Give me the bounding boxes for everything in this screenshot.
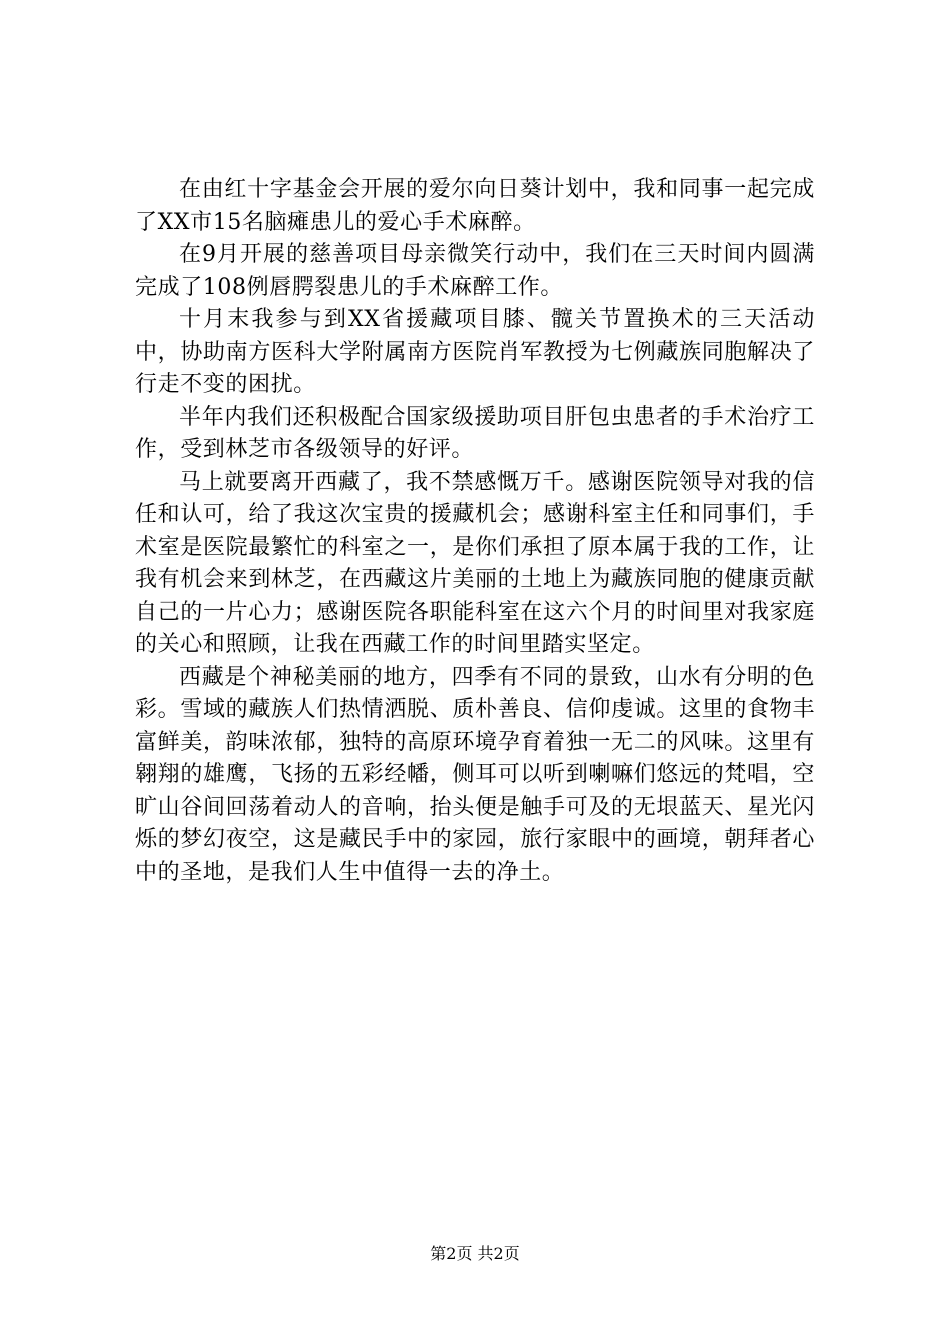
page-number-footer: 第2页 共2页 [430,1244,520,1263]
document-body [135,174,815,889]
paragraph-tibet-description: 西藏是个神秘美丽的地方，四季有不同的景致，山水有分明的色彩。雪域的藏族人们热情洒脱、质朴善良、信仰虔诚。这里的食物丰富鲜美，韵味浓郁，独特的高原环境孕育着独一无二的风味。这里有翱翔的雄鹰，飞扬的五彩经幡，侧耳可以听到喇嘛们悠远的梵唱，空旷山谷间回荡着动人的音响，抬头便是触手可及的无垠蓝天、星光闪烁的梦幻夜空，这是藏民手中的家园，旅行家眼中的画境，朝拜者心中的圣地，是我们人生中值得一去的净土。 [135,664,815,885]
paragraph-gratitude: 马上就要离开西藏了，我不禁感慨万千。感谢医院领导对我的信任和认可，给了我这次宝贵的援藏机会；感谢科室主任和同事们，手术室是医院最繁忙的科室之一，是你们承担了原本属于我的工作，让我有机会来到林芝，在西藏这片美丽的土地上为藏族同胞的健康贡献自己的一片心力；感谢医院各职能科室在这六个月的时间里对我家庭的关心和照顾，让我在西藏工作的时间里踏实坚定。 [135,469,815,657]
paragraph-joint-replacement: 十月末我参与到XX省援藏项目膝、髋关节置换术的三天活动中，协助南方医科大学附属南方医院肖军教授为七例藏族同胞解决了行走不变的困扰。 [135,307,815,397]
paragraph-sunflower-project: 在由红十字基金会开展的爱尔向日葵计划中，我和同事一起完成了XX市15名脑瘫患儿的爱心手术麻醉。 [135,177,815,235]
paragraph-mother-smile: 在9月开展的慈善项目母亲微笑行动中，我们在三天时间内圆满完成了108例唇腭裂患儿的手术麻醉工作。 [135,242,815,300]
paragraph-hydatid-project: 半年内我们还积极配合国家级援助项目肝包虫患者的手术治疗工作，受到林芝市各级领导的好评。 [135,404,815,462]
